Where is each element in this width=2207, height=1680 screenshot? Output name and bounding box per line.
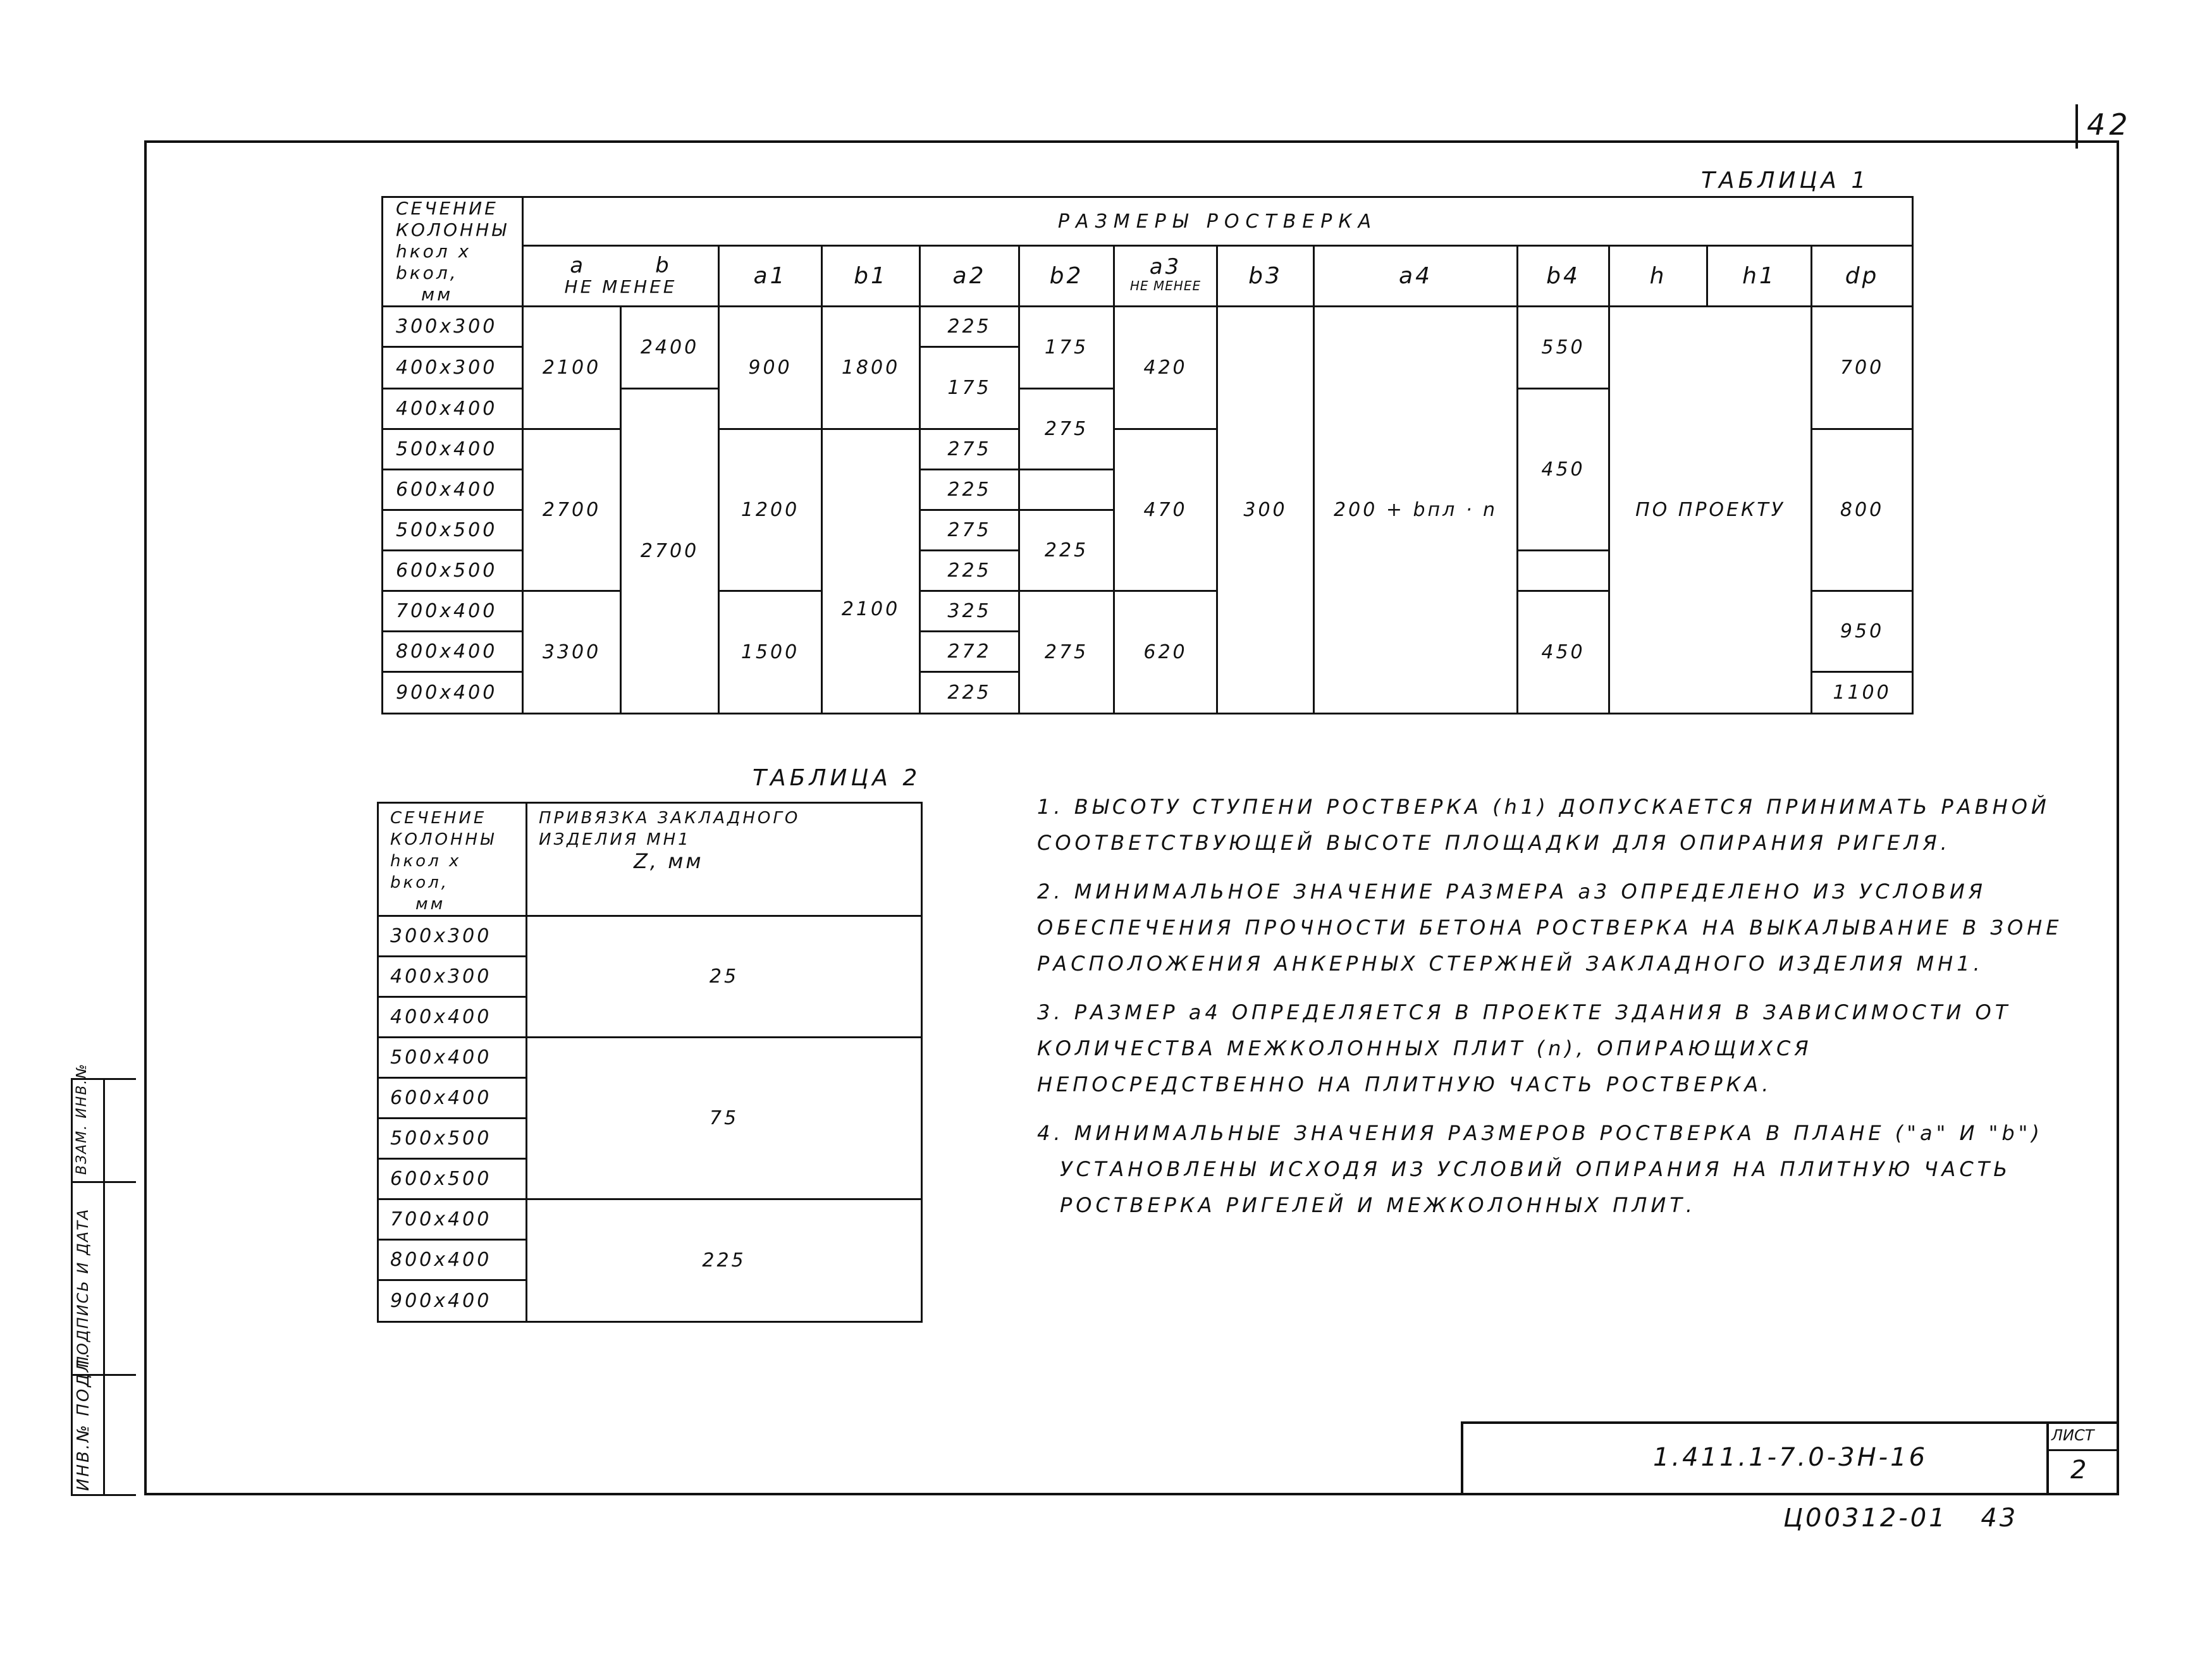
table-row: 500x500 bbox=[378, 1119, 527, 1159]
sheet-label: ЛИСТ bbox=[2051, 1426, 2094, 1444]
cell-b: 2700 bbox=[621, 389, 719, 714]
table1-section-header: СЕЧЕНИЕ КОЛОННЫ hкол x bкол, мм bbox=[383, 197, 523, 307]
cell-a: 2100 bbox=[523, 307, 621, 429]
cell-a2: 325 bbox=[920, 591, 1019, 632]
cell-a3: 620 bbox=[1114, 591, 1217, 714]
stamp-replace-label: ВЗАМ. ИНВ.№ bbox=[74, 1062, 90, 1175]
cell-a1: 1500 bbox=[719, 591, 822, 714]
cell-a2: 225 bbox=[920, 551, 1019, 591]
cell-b4: 450 bbox=[1518, 591, 1609, 714]
table-row: 600x400 bbox=[383, 470, 523, 510]
footer-code: Ц00312-01 43 bbox=[1783, 1504, 2019, 1533]
cell-a4: 200 + bпл · n bbox=[1314, 307, 1518, 714]
cell-a2: 275 bbox=[920, 429, 1019, 470]
table-row: 400x300 bbox=[378, 957, 527, 997]
table-row: 600x500 bbox=[383, 551, 523, 591]
table2-caption: ТАБЛИЦА 2 bbox=[753, 765, 921, 791]
cell-a: 3300 bbox=[523, 591, 621, 714]
sheet-number: 2 bbox=[2070, 1456, 2091, 1485]
col-b1-header: b1 bbox=[822, 246, 920, 307]
cell-b1: 1800 bbox=[822, 307, 920, 429]
cell-b1: 2100 bbox=[822, 429, 920, 714]
cell-z: 75 bbox=[527, 1038, 922, 1199]
notes bbox=[1037, 789, 2074, 1223]
table-row: 800x400 bbox=[378, 1240, 527, 1280]
note-1: 1. ВЫСОТУ СТУПЕНИ РОСТВЕРКА (h1) ДОПУСКАЕТСЯ ПРИНИМАТЬ РАВНОЙ СООТВЕТСТВУЮЩЕЙ ВЫСОТЕ ПЛОЩАДКИ ДЛЯ ОПИРАНИЯ РИГЕЛЯ. bbox=[1037, 795, 2050, 855]
col-a4-header: a4 bbox=[1314, 246, 1518, 307]
cell-a2: 275 bbox=[920, 510, 1019, 551]
cell-a2: 225 bbox=[920, 307, 1019, 347]
table-row: 500x400 bbox=[383, 429, 523, 470]
table-row: 400x400 bbox=[378, 997, 527, 1038]
table2-value-header: ПРИВЯЗКА ЗАКЛАДНОГО ИЗДЕЛИЯ МН1 Z, мм bbox=[527, 803, 922, 916]
table-row: 400x300 bbox=[383, 347, 523, 389]
col-b3-header: b3 bbox=[1217, 246, 1314, 307]
table-row: 800x400 bbox=[383, 632, 523, 672]
cell-b4: 550 bbox=[1518, 307, 1609, 389]
cell-dp: 700 bbox=[1812, 307, 1913, 429]
cell-a2: 225 bbox=[920, 672, 1019, 714]
cell-b2: 275 bbox=[1019, 591, 1114, 714]
title-block bbox=[1461, 1421, 2117, 1495]
cell-a3: 470 bbox=[1114, 429, 1217, 591]
cell-z: 225 bbox=[527, 1199, 922, 1322]
col-a-header: a b НЕ МЕНЕЕ bbox=[523, 246, 719, 307]
table2-section-header: СЕЧЕНИЕ КОЛОННЫ hкол x bкол, мм bbox=[378, 803, 527, 916]
table1 bbox=[381, 196, 1914, 714]
cell-h: ПО ПРОЕКТУ bbox=[1609, 307, 1812, 714]
cell-a: 2700 bbox=[523, 429, 621, 591]
table-row: 300x300 bbox=[383, 307, 523, 347]
cell-b2: 175 bbox=[1019, 307, 1114, 389]
cell-dp: 950 bbox=[1812, 591, 1913, 672]
cell-b2: 225 bbox=[1019, 510, 1114, 591]
stamp-signature-label: ПОДПИСЬ И ДАТА bbox=[74, 1208, 92, 1368]
cell-dp: 800 bbox=[1812, 429, 1913, 591]
page-number: 42 bbox=[2087, 107, 2132, 142]
cell-b4: 450 bbox=[1518, 389, 1609, 551]
note-3: 3. РАЗМЕР a4 ОПРЕДЕЛЯЕТСЯ В ПРОЕКТЕ ЗДАНИЯ В ЗАВИСИМОСТИ ОТ КОЛИЧЕСТВА МЕЖКОЛОННЫХ ПЛИТ (n), ОПИРАЮЩИХСЯ НЕПОСРЕДСТВЕННО НА ПЛИТНУЮ ЧАСТЬ РОСТВЕРКА. bbox=[1037, 1000, 2012, 1096]
table-row: 900x400 bbox=[378, 1280, 527, 1322]
cell-dp: 1100 bbox=[1812, 672, 1913, 714]
cell-b: 2400 bbox=[621, 307, 719, 389]
col-h-header: h bbox=[1609, 246, 1707, 307]
table-row: 300x300 bbox=[378, 916, 527, 957]
table2 bbox=[377, 802, 923, 1323]
col-a1-header: a1 bbox=[719, 246, 822, 307]
col-a3-header: a3 НЕ МЕНЕЕ bbox=[1114, 246, 1217, 307]
table-row: 900x400 bbox=[383, 672, 523, 714]
table-row: 600x500 bbox=[378, 1159, 527, 1199]
table-row: 700x400 bbox=[378, 1199, 527, 1240]
col-b2-header: b2 bbox=[1019, 246, 1114, 307]
table-row: 400x400 bbox=[383, 389, 523, 429]
table-row: 500x500 bbox=[383, 510, 523, 551]
col-dp-header: dp bbox=[1812, 246, 1913, 307]
table-row: 700x400 bbox=[383, 591, 523, 632]
note-4: 4. МИНИМАЛЬНЫЕ ЗНАЧЕНИЯ РАЗМЕРОВ РОСТВЕРКА В ПЛАНЕ ("a" И "b") УСТАНОВЛЕНЫ ИСХОДЯ ИЗ УСЛОВИЙ ОПИРАНИЯ НА ПЛИТНУЮ ЧАСТЬ РОСТВЕРКА РИГЕЛЕЙ И МЕЖКОЛОННЫХ ПЛИТ. bbox=[1037, 1121, 2043, 1217]
col-b4-header: b4 bbox=[1518, 246, 1609, 307]
table1-group-header: РАЗМЕРЫ РОСТВЕРКА bbox=[523, 197, 1913, 246]
table-row: 500x400 bbox=[378, 1038, 527, 1078]
cell-b3: 300 bbox=[1217, 307, 1314, 714]
cell-a1: 900 bbox=[719, 307, 822, 429]
stamp-inv-label: ИНВ.№ ПОДЛ. bbox=[74, 1351, 93, 1491]
cell-z: 25 bbox=[527, 916, 922, 1038]
table1-caption: ТАБЛИЦА 1 bbox=[1701, 168, 1870, 193]
cell-a2: 225 bbox=[920, 470, 1019, 510]
cell-a2: 272 bbox=[920, 632, 1019, 672]
cell-b2: 275 bbox=[1019, 389, 1114, 470]
note-2: 2. МИНИМАЛЬНОЕ ЗНАЧЕНИЕ РАЗМЕРА a3 ОПРЕДЕЛЕНО ИЗ УСЛОВИЯ ОБЕСПЕЧЕНИЯ ПРОЧНОСТИ БЕТОНА РОСТВЕРКА НА ВЫКАЛЫВАНИЕ В ЗОНЕ РАСПОЛОЖЕНИЯ АНКЕРНЫХ СТЕРЖНЕЙ ЗАКЛАДНОГО ИЗДЕЛИЯ МН1. bbox=[1037, 880, 2063, 976]
col-a2-header: a2 bbox=[920, 246, 1019, 307]
margin-stamp bbox=[71, 1062, 136, 1496]
cell-a1: 1200 bbox=[719, 429, 822, 591]
cell-a2: 175 bbox=[920, 347, 1019, 429]
cell-a3: 420 bbox=[1114, 307, 1217, 429]
drawing-designation: 1.411.1-7.0-3Н-16 bbox=[1653, 1443, 1928, 1472]
table-row: 600x400 bbox=[378, 1078, 527, 1119]
col-h1-header: h1 bbox=[1707, 246, 1812, 307]
